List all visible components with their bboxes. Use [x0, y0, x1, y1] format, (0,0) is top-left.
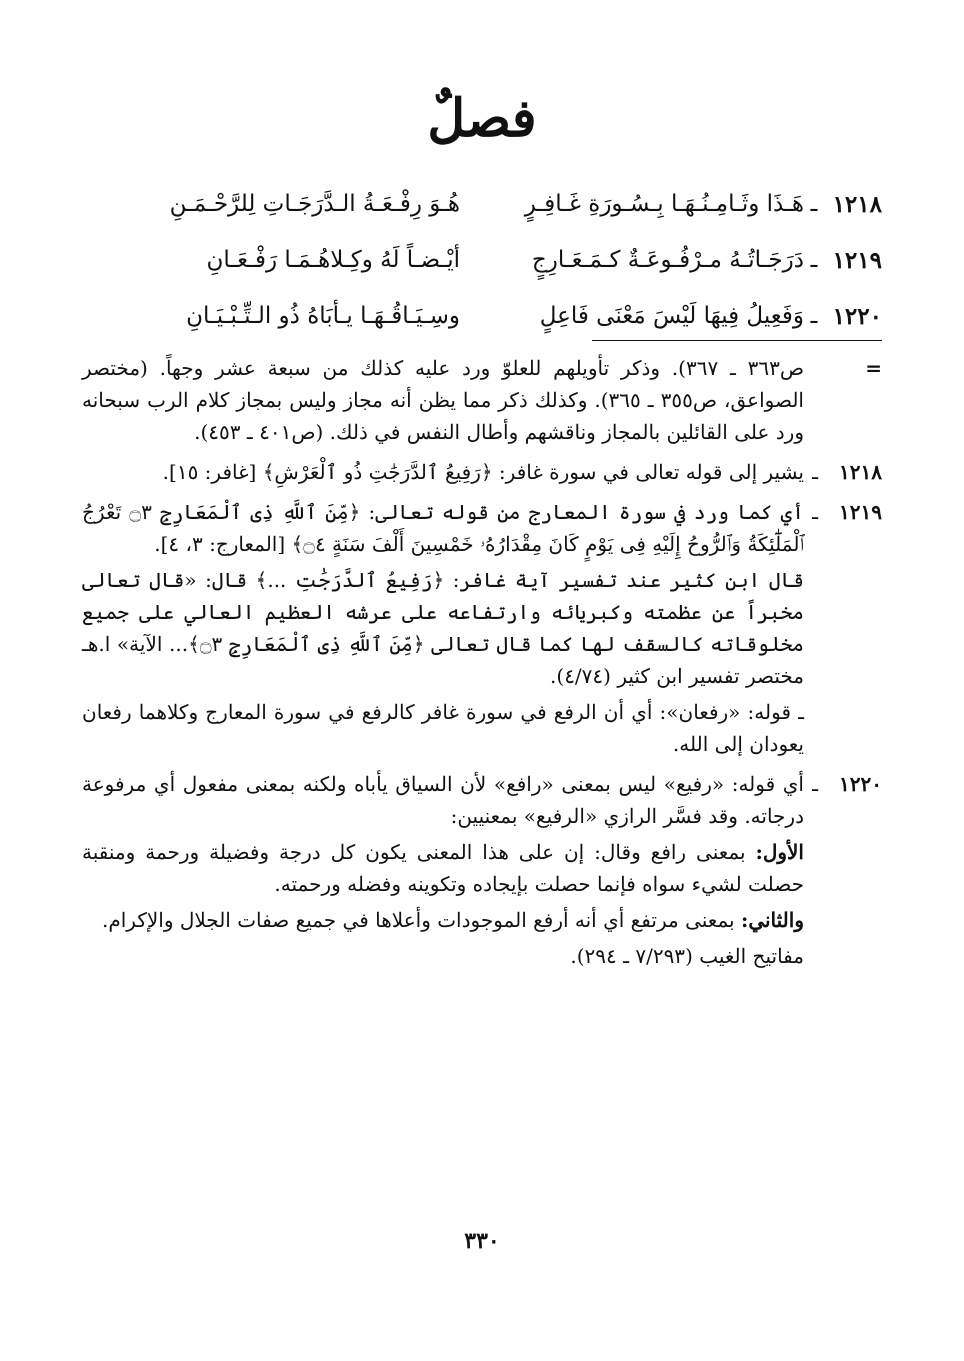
paragraph-text: قال ابن كثير عند تفسير آية غافر: ﴿رَفِيعُ ٱلدَّرَجَٰتِ ...﴾ قال: «قال تعالى مخبراً عن عظمته وكبريائه وارتفاعه على عرشه العظيم العالي على جميع مخلوقاته كالسقف لها كما قال تعالى ﴿مِّنَ ٱللَّهِ ذِى ٱلْمَعَارِجِ ۝٣﴾... الآية» ا.هـ مختصر تفسير ابن كثير (٤/٧٤). [82, 568, 804, 688]
footnote-number: = [865, 356, 882, 380]
paragraph-text: بمعنى رافع وقال: إن على هذا المعنى يكون كل درجة وفضيلة ورحمة ومنقبة حصلت لشيء سواه فإنما حصلت بإيجاده وتكوينه وفضله ورحمته. [82, 840, 804, 896]
footnote-dash: ـ [812, 460, 818, 484]
verse-number: ١٢١٨ [832, 190, 882, 218]
verse-first-hemistich: وَفَعِيلُ فِيهَا لَيْسَ مَعْنَى فَاعِلٍ [539, 303, 804, 329]
verse-second-hemistich: أيْـضـاً لَهُ وكِـلاهُـمَـا رَفْـعَـانِ [206, 247, 460, 273]
footnote [82, 768, 882, 976]
verse-line [82, 232, 882, 288]
page-number: ٣٣٠ [464, 1228, 500, 1254]
footnote-paragraph [82, 496, 804, 560]
footnote-dash: ـ [812, 772, 818, 796]
footnote-paragraph [82, 456, 804, 488]
verse-second-hemistich: وسِـيَـاقُـهَـا يـأبَاهُ ذُو الـتِّـبْـيَـانِ [186, 303, 460, 329]
footnote-number: ١٢٢٠ [839, 772, 882, 796]
footnote-paragraph [82, 352, 804, 448]
paragraph-text: يشير إلى قوله تعالى في سورة غافر: ﴿رَفِيعُ ٱلدَّرَجَٰتِ ذُو ٱلْعَرْشِ﴾ [غافر: ١٥]. [162, 460, 804, 484]
paragraph-text: مفاتيح الغيب (٧/٢٩٣ ـ ٢٩٤). [570, 944, 804, 968]
paragraph-text: ـ قوله: «رفعان»: أي أن الرفع في سورة غافر كالرفع في سورة المعارج وكلاهما رفعان يعودان إلى الله. [82, 700, 805, 756]
footnote-paragraph [82, 768, 804, 832]
verses-block [82, 176, 882, 344]
footnote-paragraph [82, 696, 804, 760]
footnote-number: ١٢١٨ [839, 460, 882, 484]
verse-first-hemistich: دَرَجَـاتُـهُ مـرْفُـوعَـةٌ كـمَـعَـارِجٍ [531, 247, 804, 273]
paragraph-lead: الأول: [755, 840, 804, 864]
footnote-paragraph [82, 904, 804, 936]
footnote-paragraph [82, 940, 804, 972]
paragraph-lead: والثاني: [740, 908, 804, 932]
footnote-body [82, 496, 804, 764]
verse-line [82, 288, 882, 344]
verse-number: ١٢١٩ [832, 246, 882, 274]
verse-second-hemistich: هُـوَ رِفْـعَـةُ الـدَّرَجَـاتِ لِلرَّحْـمَـنِ [169, 191, 460, 217]
footnote-body [82, 768, 804, 976]
footnote-dash: ـ [812, 500, 818, 524]
footnote-paragraph [82, 836, 804, 900]
footnote-number: ١٢١٩ [839, 500, 882, 524]
verse-dash: ـ [810, 191, 818, 217]
verse-dash: ـ [810, 303, 818, 329]
footnote-dash [804, 352, 826, 452]
page-title: فصلٌ [427, 88, 537, 149]
verse-dash: ـ [810, 247, 818, 273]
footnote-paragraph [82, 564, 804, 692]
footnote [82, 496, 882, 764]
footnotes [82, 352, 882, 980]
verse-line [82, 176, 882, 232]
paragraph-text: أي كما ورد في سورة المعارج من قوله تعالى: ﴿مِّنَ ٱللَّهِ ذِى ٱلْمَعَارِجِ ۝٣ تَعْرُجُ ٱلْمَلَٰٓئِكَةُ وَٱلرُّوحُ إِلَيْهِ فِى يَوْمٍ كَانَ مِقْدَارُهُۥ خَمْسِينَ أَلْفَ سَنَةٍ ۝٤﴾ [المعارج: ٣، ٤]. [82, 500, 804, 556]
footnote-body [82, 456, 804, 492]
footnote-divider [592, 340, 882, 341]
paragraph-text: بمعنى مرتفع أي أنه أرفع الموجودات وأعلاها في جميع صفات الجلال والإكرام. [102, 908, 741, 932]
verse-number: ١٢٢٠ [832, 302, 882, 330]
paragraph-text: أي قوله: «رفيع» ليس بمعنى «رافع» لأن السياق يأباه ولكنه بمعنى مفعول أي مرفوعة درجاته. وقد فسَّر الرازي «الرفيع» بمعنيين: [82, 772, 804, 828]
footnote [82, 456, 882, 492]
footnote-body [82, 352, 804, 452]
verse-first-hemistich: هَـذَا وثَـامِـنُـهَـا بِـسُـورَةِ غَـافِـرٍ [524, 191, 804, 217]
paragraph-text: ص٣٦٣ ـ ٣٦٧). وذكر تأويلهم للعلوّ ورد عليه كذلك من سبعة عشر وجهاً. (مختصر الصواعق، ص٣٥٥ ـ ٣٦٥). وكذلك ذكر مما يظن أنه مجاز وليس بمجاز كلام الرب سبحانه ورد على القائلين بالمجاز وناقشهم وأطال النفس في ذلك. (ص٤٠١ ـ ٤٥٣). [82, 356, 805, 444]
footnote [82, 352, 882, 452]
